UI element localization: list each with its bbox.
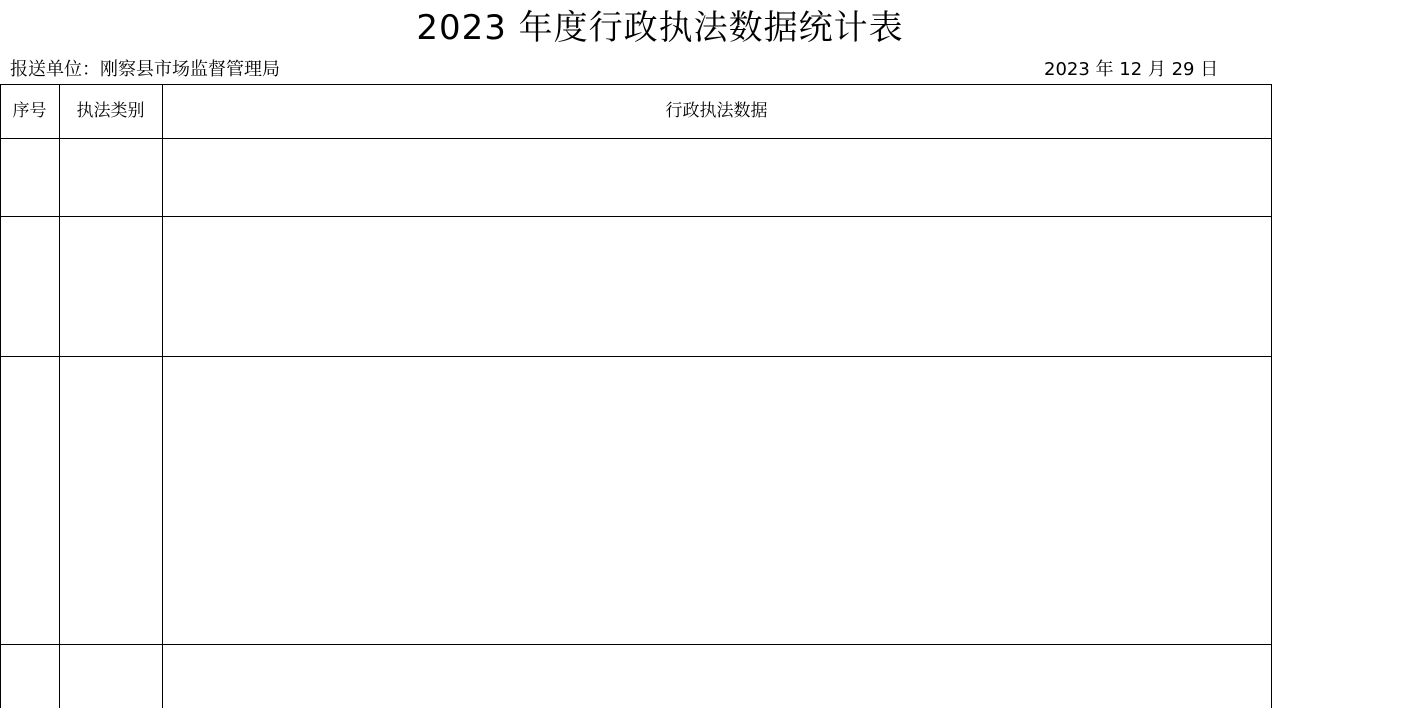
table-rule-vertical bbox=[1271, 84, 1272, 708]
header-data-text: 行政执法数据 bbox=[665, 101, 768, 121]
header-data bbox=[162, 84, 1271, 138]
header-category-text: 执法类别 bbox=[76, 101, 145, 121]
page-title: 2023 年度行政执法数据统计表 bbox=[416, 8, 904, 48]
table-rule-horizontal bbox=[0, 138, 1272, 139]
table-rule-horizontal bbox=[0, 644, 1272, 645]
header-category bbox=[59, 84, 162, 138]
header-seq bbox=[0, 84, 59, 138]
table-rule-horizontal bbox=[0, 356, 1272, 357]
table-rule-horizontal bbox=[0, 216, 1272, 217]
table-rule-vertical bbox=[59, 84, 60, 708]
report-date: 2023 年 12 月 29 日 bbox=[1044, 59, 1219, 80]
table-rule-vertical bbox=[162, 84, 163, 708]
table-rule-vertical bbox=[0, 84, 1, 708]
reporting-unit: 报送单位：刚察县市场监督管理局 bbox=[10, 59, 280, 80]
header-seq-text: 序号 bbox=[12, 101, 47, 121]
